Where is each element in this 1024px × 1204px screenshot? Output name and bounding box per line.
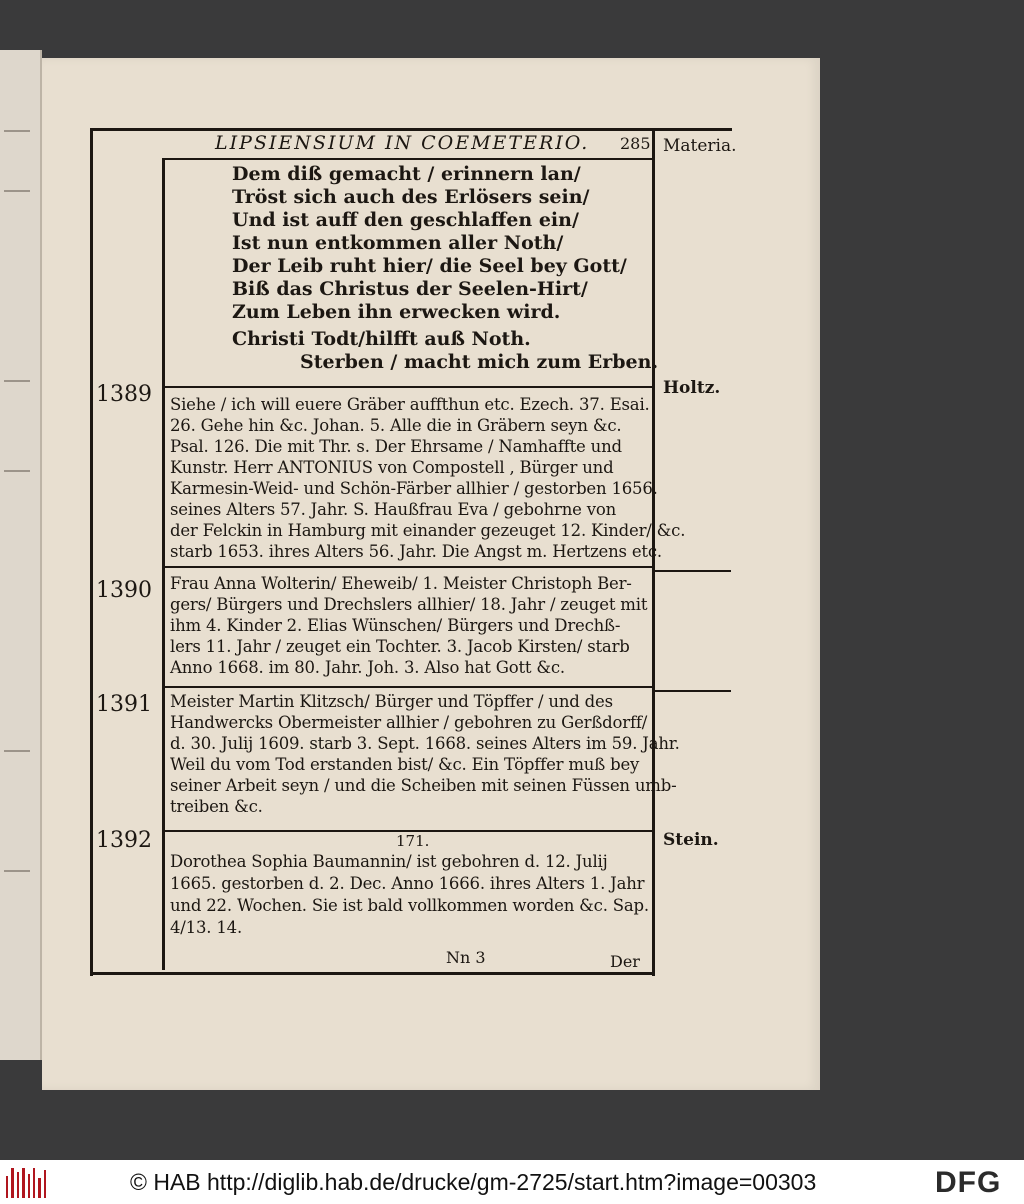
entry-text-line: Anno 1668. im 80. Jahr. Joh. 3. Also hat Gott &c. xyxy=(170,658,565,677)
entry-text-line: seines Alters 57. Jahr. S. Haußfrau Eva / gebohrne von xyxy=(170,500,617,519)
page-number: 285 xyxy=(620,134,651,153)
verse-line: Biß das Christus der Seelen-Hirt/ xyxy=(232,278,588,300)
running-head: LIPSIENSIUM IN COEMETERIO. xyxy=(215,132,590,154)
verse-line: Zum Leben ihn erwecken wird. xyxy=(232,301,561,323)
entry-number: 1391 xyxy=(96,692,152,717)
entry-text-line: Dorothea Sophia Baumannin/ ist gebohren d. 12. Julij xyxy=(170,852,608,871)
entry-text-line: d. 30. Julij 1609. starb 3. Sept. 1668. seines Alters im 59. Jahr. xyxy=(170,734,680,753)
entry-text-line: ihm 4. Kinder 2. Elias Wünschen/ Bürgers und Drechß- xyxy=(170,616,621,635)
motto-line: Sterben / macht mich zum Erben. xyxy=(300,351,659,373)
entry-text-line: starb 1653. ihres Alters 56. Jahr. Die Angst m. Hertzens etc. xyxy=(170,542,662,561)
verse-line: Dem diß gemacht / erinnern lan/ xyxy=(232,163,581,185)
entry-text-line: lers 11. Jahr / zeuget ein Tochter. 3. Jacob Kirsten/ starb xyxy=(170,637,630,656)
entry-text-line: 1665. gestorben d. 2. Dec. Anno 1666. ihres Alters 1. Jahr xyxy=(170,874,645,893)
frame-bottom-rule xyxy=(90,972,655,975)
entry-text-line: 26. Gehe hin &c. Johan. 5. Alle die in Gräbern seyn &c. xyxy=(170,416,622,435)
entry-text-line: Psal. 126. Die mit Thr. s. Der Ehrsame / Namhaffte und xyxy=(170,437,622,456)
dfg-logo: DFG xyxy=(935,1166,1002,1199)
verse-line: Ist nun entkommen aller Noth/ xyxy=(232,232,564,254)
entry-separator xyxy=(162,566,652,568)
material-label: Stein. xyxy=(663,830,719,850)
entry-text-line: Siehe / ich will euere Gräber auffthun etc. Ezech. 37. Esai. xyxy=(170,395,650,414)
entry-text-line: Weil du vom Tod erstanden bist/ &c. Ein Töpffer muß bey xyxy=(170,755,640,774)
entry-text-line: Karmesin-Weid- und Schön-Färber allhier / gestorben 1656. xyxy=(170,479,658,498)
frame-number-column-rule xyxy=(162,160,165,970)
frame-top-rule xyxy=(90,128,732,131)
adjacent-page-edge xyxy=(0,50,42,1060)
entry-text-line: gers/ Bürgers und Drechslers allhier/ 18. Jahr / zeuget mit xyxy=(170,595,648,614)
signature-mark: 171. xyxy=(396,832,430,850)
signature-catchword: Nn 3 xyxy=(446,948,486,967)
motto-line: Christi Todt/hilfft auß Noth. xyxy=(232,328,531,350)
entry-separator xyxy=(162,386,652,388)
entry-text-line: Meister Martin Klitzsch/ Bürger und Töpffer / und des xyxy=(170,692,613,711)
entry-text-line: Kunstr. Herr ANTONIUS von Compostell , Bürger und xyxy=(170,458,614,477)
entry-number: 1392 xyxy=(96,828,152,853)
frame-header-rule xyxy=(162,158,652,160)
entry-text-line: treiben &c. xyxy=(170,797,263,816)
verse-line: Tröst sich auch des Erlösers sein/ xyxy=(232,186,590,208)
copyright-link[interactable]: © HAB http://diglib.hab.de/drucke/gm-2725/start.htm?image=00303 xyxy=(130,1169,817,1195)
material-column-header: Materia. xyxy=(663,136,737,156)
entry-number: 1389 xyxy=(96,382,152,407)
entry-text-line: seiner Arbeit seyn / und die Scheiben mit seinen Füssen umb- xyxy=(170,776,677,795)
material-separator xyxy=(655,570,731,572)
entry-text-line: der Felckin in Hamburg mit einander gezeuget 12. Kinder/ &c. xyxy=(170,521,686,540)
entry-number: 1390 xyxy=(96,578,152,603)
material-separator xyxy=(655,690,731,692)
material-label: Holtz. xyxy=(663,378,721,398)
entry-text-line: und 22. Wochen. Sie ist bald vollkommen worden &c. Sap. xyxy=(170,896,649,915)
verse-line: Der Leib ruht hier/ die Seel bey Gott/ xyxy=(232,255,627,277)
entry-text-line: Handwercks Obermeister allhier / gebohren zu Gerßdorff/ xyxy=(170,713,648,732)
catchword: Der xyxy=(610,952,640,971)
frame-left-rule xyxy=(90,128,93,976)
entry-separator xyxy=(162,686,652,688)
hab-barcode-icon xyxy=(6,1168,46,1198)
verse-line: Und ist auff den geschlaffen ein/ xyxy=(232,209,579,231)
footer-bar xyxy=(0,1160,1024,1204)
entry-text-line: 4/13. 14. xyxy=(170,918,242,937)
entry-text-line: Frau Anna Wolterin/ Eheweib/ 1. Meister Christoph Ber- xyxy=(170,574,632,593)
